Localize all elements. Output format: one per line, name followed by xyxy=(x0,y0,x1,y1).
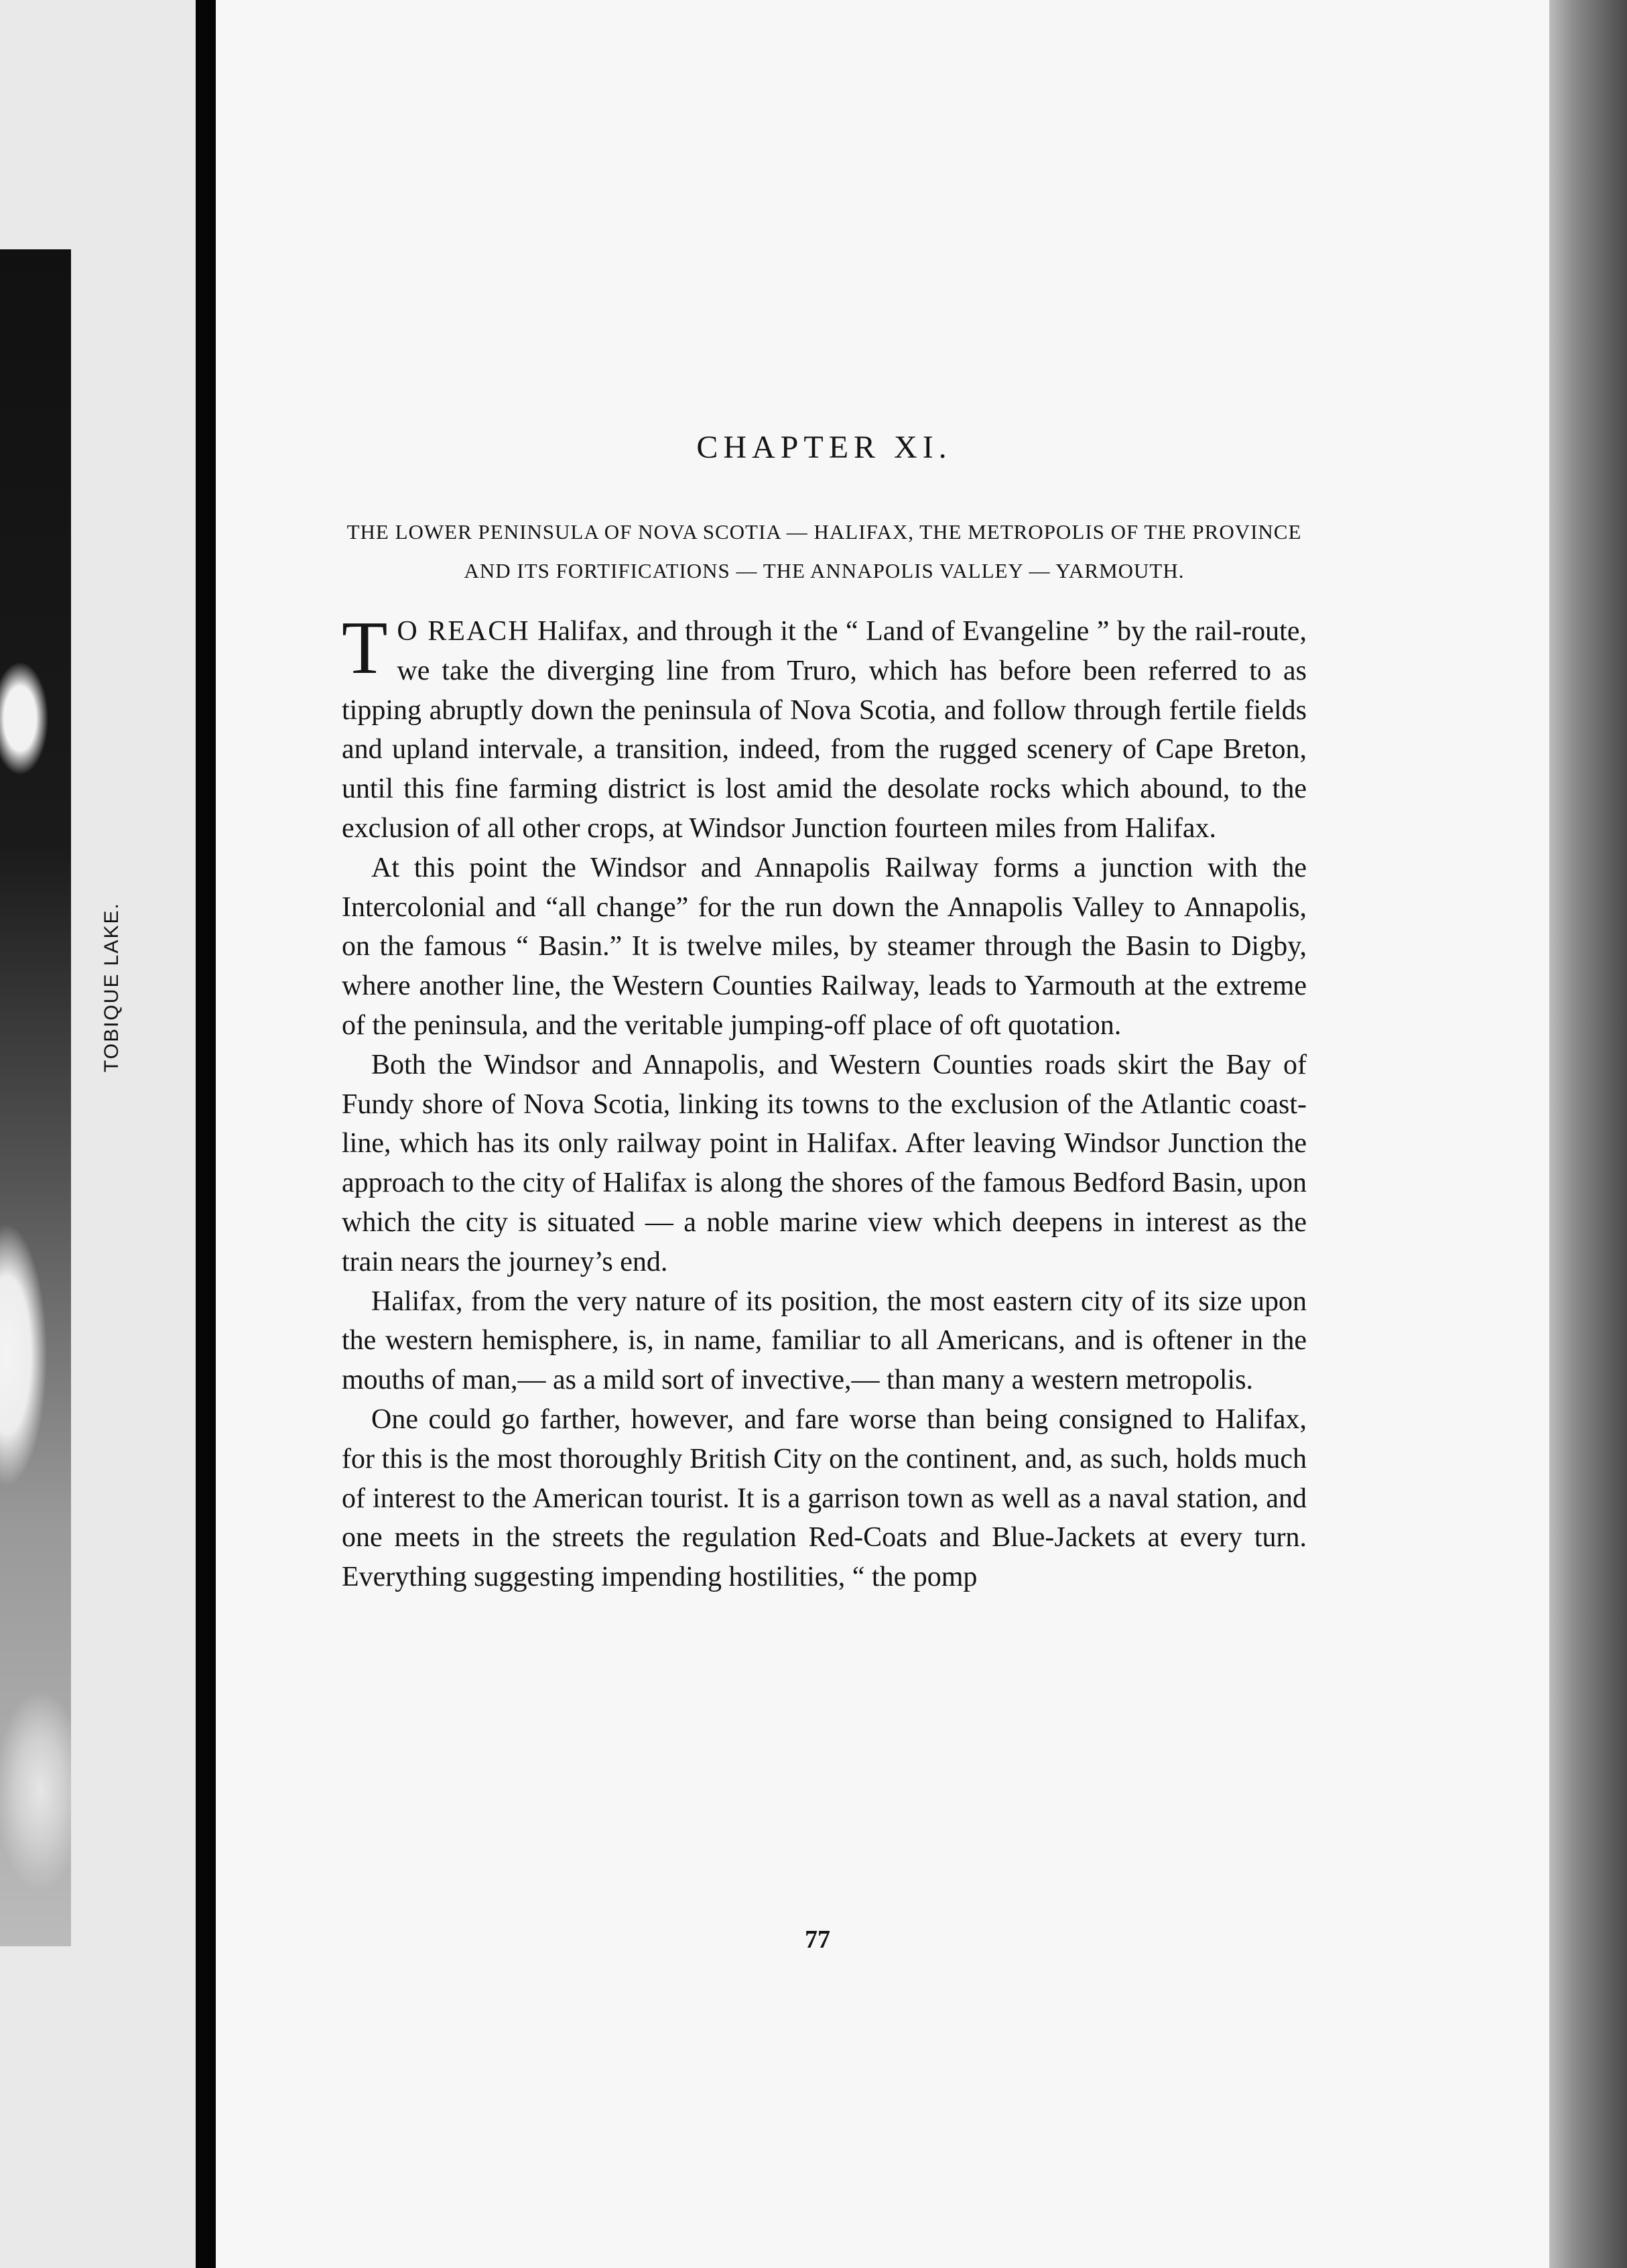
drop-cap: T xyxy=(342,607,388,690)
paragraph-3: Both the Windsor and Annapolis, and Western Counties roads skirt the Bay of Fundy shore of Nova Scotia, linking its towns to the exclusion of the Atlantic coast-line, which has its only railway point in Halifax. After leaving Windsor Junction the approach to the city of Halifax is along the shores of the famous Bedford Basin, upon which the city is situated — a noble marine view which deepens in interest as the train nears the journey’s end. xyxy=(342,1049,1307,1277)
paragraph-4: Halifax, from the very nature of its position, the most eastern city of its size upon the western hemisphere, is, in name, familiar to all Americans, and is oftener in the mouths of man,— as a mild sort of invective,— than many a western metropolis. xyxy=(342,1285,1307,1396)
plate-caption: TOBIQUE LAKE. xyxy=(101,902,123,1072)
chapter-title: CHAPTER XI. xyxy=(696,430,952,465)
paragraph-2: At this point the Windsor and Annapolis Railway forms a junction with the Intercolonial and “all change” for the run down the Annapolis Valley to Annapolis, on the famous “ Basin.” It is twelve miles, by steamer through the Basin to Digby, where another line, the Western Counties Railway, leads to Yarmouth at the extreme of the peninsula, and the veritable jumping-off place of oft quotation. xyxy=(342,852,1307,1041)
chapter-text-block xyxy=(342,429,1307,1597)
lake-photograph-plate xyxy=(0,249,71,1946)
opening-words: O REACH xyxy=(397,616,530,647)
paragraph-1 xyxy=(342,607,1307,848)
chapter-summary: THE LOWER PENINSULA OF NOVA SCOTIA — HALIFAX, THE METROPOLIS OF THE PROVINCE AND ITS FORTIFICATIONS — THE ANNAPOLIS VALLEY — YARMOUTH. xyxy=(346,520,1302,582)
page-edge-stack xyxy=(1549,0,1627,2268)
paragraph-1-text: Halifax, and through it the “ Land of Evangeline ” by the rail-route, we take the diverging line from Truro, which has before been referred to as tipping abruptly down the peninsula of Nova Scotia, and follow through fertile fields and upland intervale, a transition, indeed, from the rugged scenery of Cape Breton, until this fine farming district is lost amid the desolate rocks which abound, to the exclusion of all other crops, at Windsor Junction fourteen miles from Halifax. xyxy=(342,616,1307,844)
book-gutter xyxy=(196,0,216,2268)
facing-plate-page xyxy=(0,0,196,2268)
page-number: 77 xyxy=(805,1926,830,1954)
paragraph-5: One could go farther, however, and fare worse than being consigned to Halifax, for this is the most thoroughly British City on the continent, and, as such, holds much of interest to the American tourist. It is a garrison town as well as a naval station, and one meets in the streets the regulation Red-Coats and Blue-Jackets at every turn. Everything suggesting impending hostilities, “ the pomp xyxy=(342,1403,1307,1593)
